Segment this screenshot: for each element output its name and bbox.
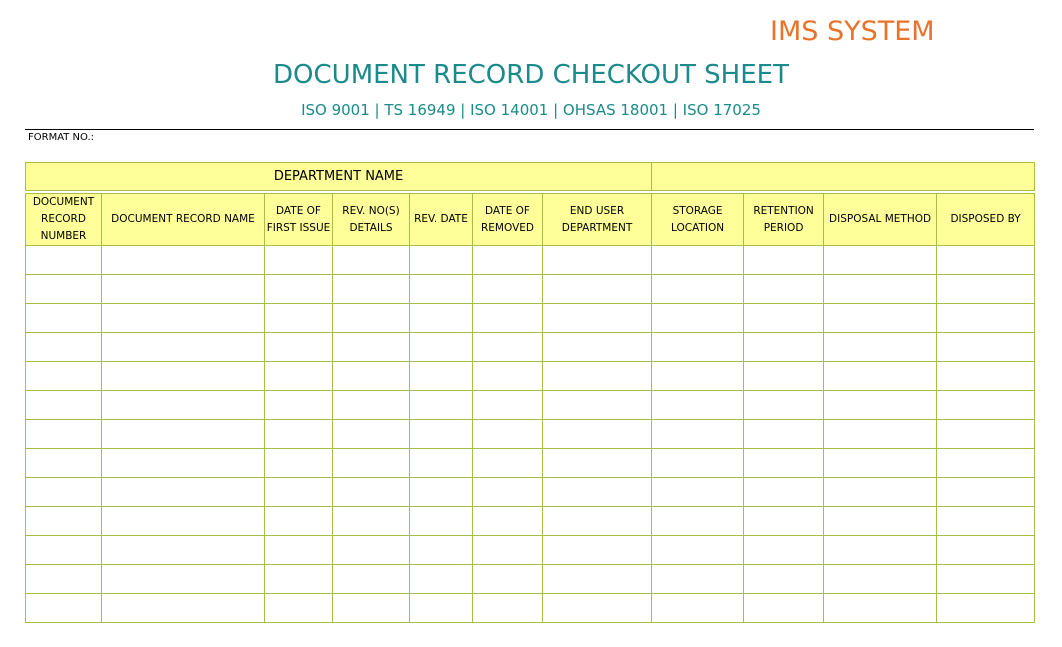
table-cell[interactable] <box>652 594 744 623</box>
table-cell[interactable] <box>333 246 410 275</box>
table-cell[interactable] <box>410 449 473 478</box>
table-cell[interactable] <box>824 362 937 391</box>
column-header-line: END USER <box>569 204 625 217</box>
format-number-label: FORMAT NO.: <box>28 132 95 143</box>
col-end-user-dept <box>543 194 652 246</box>
table-row <box>26 362 1035 391</box>
table-cell[interactable] <box>824 536 937 565</box>
col-disposed-by <box>937 194 1035 246</box>
table-cell[interactable] <box>473 362 543 391</box>
column-header-line: RETENTION <box>753 204 814 217</box>
table-cell[interactable] <box>652 478 744 507</box>
table-cell[interactable] <box>102 420 265 449</box>
table-row <box>26 275 1035 304</box>
table-cell[interactable] <box>652 565 744 594</box>
table-cell[interactable] <box>333 391 410 420</box>
table-cell[interactable] <box>333 275 410 304</box>
table-cell[interactable] <box>473 536 543 565</box>
table-cell[interactable] <box>744 536 824 565</box>
table-cell[interactable] <box>473 449 543 478</box>
table-cell[interactable] <box>937 246 1035 275</box>
table-cell[interactable] <box>744 391 824 420</box>
table-cell[interactable] <box>265 275 333 304</box>
department-row <box>26 163 1035 191</box>
table-cell[interactable] <box>265 333 333 362</box>
table-cell[interactable] <box>937 478 1035 507</box>
table-cell[interactable] <box>333 362 410 391</box>
table-cell[interactable] <box>410 420 473 449</box>
table-row <box>26 420 1035 449</box>
table-cell[interactable] <box>410 391 473 420</box>
table-cell[interactable] <box>265 536 333 565</box>
table-cell[interactable] <box>265 449 333 478</box>
table-cell[interactable] <box>744 478 824 507</box>
table-cell[interactable] <box>937 275 1035 304</box>
table-cell[interactable] <box>410 536 473 565</box>
table-cell[interactable] <box>937 391 1035 420</box>
table-cell[interactable] <box>265 420 333 449</box>
table-cell[interactable] <box>473 565 543 594</box>
table-cell[interactable] <box>824 275 937 304</box>
col-date-removed <box>473 194 543 246</box>
table-row <box>26 333 1035 362</box>
column-header-line: DATE OF <box>276 204 321 217</box>
table-cell[interactable] <box>26 246 102 275</box>
table-cell[interactable] <box>937 536 1035 565</box>
table-cell[interactable] <box>937 333 1035 362</box>
table-cell[interactable] <box>652 362 744 391</box>
table-cell[interactable] <box>824 333 937 362</box>
table-cell[interactable] <box>333 449 410 478</box>
table-cell[interactable] <box>333 333 410 362</box>
table-cell[interactable] <box>26 478 102 507</box>
col-date-first-issue <box>265 194 333 246</box>
table-cell[interactable] <box>333 536 410 565</box>
checkout-table <box>25 162 1035 623</box>
table-cell[interactable] <box>744 246 824 275</box>
table-cell[interactable] <box>265 594 333 623</box>
table-cell[interactable] <box>744 333 824 362</box>
column-header-line: FIRST ISSUE <box>266 221 331 234</box>
column-header-line: DEPARTMENT <box>561 221 633 234</box>
table-cell[interactable] <box>824 594 937 623</box>
table-cell[interactable] <box>652 507 744 536</box>
table-cell[interactable] <box>473 304 543 333</box>
table-cell[interactable] <box>333 420 410 449</box>
col-disposal-method <box>824 194 937 246</box>
table-cell[interactable] <box>26 565 102 594</box>
column-header-line: DETAILS <box>349 221 393 234</box>
table-cell[interactable] <box>265 565 333 594</box>
table-cell[interactable] <box>473 275 543 304</box>
table-cell[interactable] <box>824 391 937 420</box>
column-header-line: REV. DATE <box>414 213 468 225</box>
table-cell[interactable] <box>652 391 744 420</box>
table-cell[interactable] <box>265 246 333 275</box>
table-cell[interactable] <box>265 304 333 333</box>
table-cell[interactable] <box>333 594 410 623</box>
table-cell[interactable] <box>543 333 652 362</box>
col-storage-location <box>652 194 744 246</box>
table-cell[interactable] <box>744 565 824 594</box>
table-cell[interactable] <box>543 594 652 623</box>
table-cell[interactable] <box>543 420 652 449</box>
table-cell[interactable] <box>102 536 265 565</box>
table-cell[interactable] <box>543 391 652 420</box>
table-cell[interactable] <box>26 275 102 304</box>
col-doc-record-name <box>102 194 265 246</box>
column-header-line: DISPOSED BY <box>950 213 1021 225</box>
table-row <box>26 507 1035 536</box>
column-header-line: DOCUMENT <box>32 196 95 208</box>
table-cell[interactable] <box>543 275 652 304</box>
column-header-line: DOCUMENT RECORD NAME <box>111 213 255 225</box>
col-doc-record-number <box>26 194 102 246</box>
table-cell[interactable] <box>265 478 333 507</box>
table-row <box>26 246 1035 275</box>
table-cell[interactable] <box>937 362 1035 391</box>
table-cell[interactable] <box>824 478 937 507</box>
table-row <box>26 304 1035 333</box>
table-cell[interactable] <box>744 304 824 333</box>
col-rev-no-details <box>333 194 410 246</box>
table-cell[interactable] <box>937 449 1035 478</box>
table-cell[interactable] <box>937 420 1035 449</box>
column-header-line: REV. NO(S) <box>342 204 400 217</box>
table-cell[interactable] <box>410 565 473 594</box>
department-name-label: DEPARTMENT NAME <box>26 163 652 191</box>
table-cell[interactable] <box>102 362 265 391</box>
table-cell[interactable] <box>265 507 333 536</box>
table-cell[interactable] <box>652 333 744 362</box>
table-cell[interactable] <box>824 420 937 449</box>
table-cell[interactable] <box>333 478 410 507</box>
table-cell[interactable] <box>473 391 543 420</box>
brand-logo-text: IMS SYSTEM <box>770 16 935 47</box>
table-cell[interactable] <box>652 304 744 333</box>
table-cell[interactable] <box>26 507 102 536</box>
table-cell[interactable] <box>102 333 265 362</box>
table-cell[interactable] <box>652 449 744 478</box>
table-cell[interactable] <box>824 246 937 275</box>
table-cell[interactable] <box>410 275 473 304</box>
table-cell[interactable] <box>543 246 652 275</box>
table-cell[interactable] <box>473 507 543 536</box>
table-cell[interactable] <box>543 507 652 536</box>
table-cell[interactable] <box>543 362 652 391</box>
column-header-line: REMOVED <box>481 221 534 234</box>
table-cell[interactable] <box>824 449 937 478</box>
table-cell[interactable] <box>26 333 102 362</box>
table-cell[interactable] <box>652 275 744 304</box>
table-cell[interactable] <box>333 304 410 333</box>
table-row <box>26 449 1035 478</box>
table-cell[interactable] <box>26 449 102 478</box>
table-cell[interactable] <box>410 304 473 333</box>
column-header-line: DATE OF <box>485 204 530 217</box>
table-cell[interactable] <box>410 333 473 362</box>
column-header-row <box>26 194 1035 246</box>
table-cell[interactable] <box>652 246 744 275</box>
table-cell[interactable] <box>102 565 265 594</box>
table-cell[interactable] <box>473 478 543 507</box>
table-cell[interactable] <box>102 391 265 420</box>
table-cell[interactable] <box>937 565 1035 594</box>
table-row <box>26 391 1035 420</box>
table-cell[interactable] <box>333 507 410 536</box>
table-cell[interactable] <box>102 478 265 507</box>
column-header-line: NUMBER <box>40 230 87 242</box>
table-cell[interactable] <box>26 362 102 391</box>
table-cell[interactable] <box>265 391 333 420</box>
standards-subtitle: ISO 9001 | TS 16949 | ISO 14001 | OHSAS 18001 | ISO 17025 <box>301 101 761 119</box>
department-name-field[interactable] <box>652 163 1035 191</box>
table-cell[interactable] <box>824 304 937 333</box>
table-cell[interactable] <box>473 594 543 623</box>
table-cell[interactable] <box>102 594 265 623</box>
table-cell[interactable] <box>410 362 473 391</box>
table-cell[interactable] <box>410 594 473 623</box>
table-cell[interactable] <box>744 449 824 478</box>
table-row <box>26 478 1035 507</box>
column-header-line: LOCATION <box>671 221 725 234</box>
column-header-line: DISPOSAL METHOD <box>829 213 932 225</box>
page-title: DOCUMENT RECORD CHECKOUT SHEET <box>273 60 789 90</box>
table-cell[interactable] <box>410 507 473 536</box>
table-cell[interactable] <box>333 565 410 594</box>
table-cell[interactable] <box>26 536 102 565</box>
table-cell[interactable] <box>543 536 652 565</box>
header-divider <box>25 129 1034 130</box>
table-cell[interactable] <box>744 507 824 536</box>
table-cell[interactable] <box>744 594 824 623</box>
table-cell[interactable] <box>824 507 937 536</box>
table-cell[interactable] <box>102 449 265 478</box>
table-row <box>26 594 1035 623</box>
col-retention-period <box>744 194 824 246</box>
table-cell[interactable] <box>102 275 265 304</box>
table-row <box>26 536 1035 565</box>
table-cell[interactable] <box>744 362 824 391</box>
table-cell[interactable] <box>473 246 543 275</box>
column-header-line: PERIOD <box>763 221 804 234</box>
table-cell[interactable] <box>937 594 1035 623</box>
table-cell[interactable] <box>652 536 744 565</box>
table-cell[interactable] <box>265 362 333 391</box>
table-cell[interactable] <box>410 246 473 275</box>
table-cell[interactable] <box>543 449 652 478</box>
table-cell[interactable] <box>473 420 543 449</box>
table-cell[interactable] <box>26 304 102 333</box>
table-cell[interactable] <box>102 507 265 536</box>
table-cell[interactable] <box>102 304 265 333</box>
table-cell[interactable] <box>543 304 652 333</box>
table-row <box>26 565 1035 594</box>
table-cell[interactable] <box>26 594 102 623</box>
column-header-line: STORAGE <box>672 204 723 217</box>
table-cell[interactable] <box>937 507 1035 536</box>
table-cell[interactable] <box>543 565 652 594</box>
table-cell[interactable] <box>744 420 824 449</box>
table-cell[interactable] <box>473 333 543 362</box>
col-rev-date <box>410 194 473 246</box>
table-cell[interactable] <box>26 420 102 449</box>
table-cell[interactable] <box>744 275 824 304</box>
table-cell[interactable] <box>824 565 937 594</box>
table-cell[interactable] <box>26 391 102 420</box>
table-cell[interactable] <box>410 478 473 507</box>
table-cell[interactable] <box>543 478 652 507</box>
table-cell[interactable] <box>652 420 744 449</box>
table-cell[interactable] <box>937 304 1035 333</box>
table-cell[interactable] <box>102 246 265 275</box>
column-header-line: RECORD <box>41 213 86 225</box>
